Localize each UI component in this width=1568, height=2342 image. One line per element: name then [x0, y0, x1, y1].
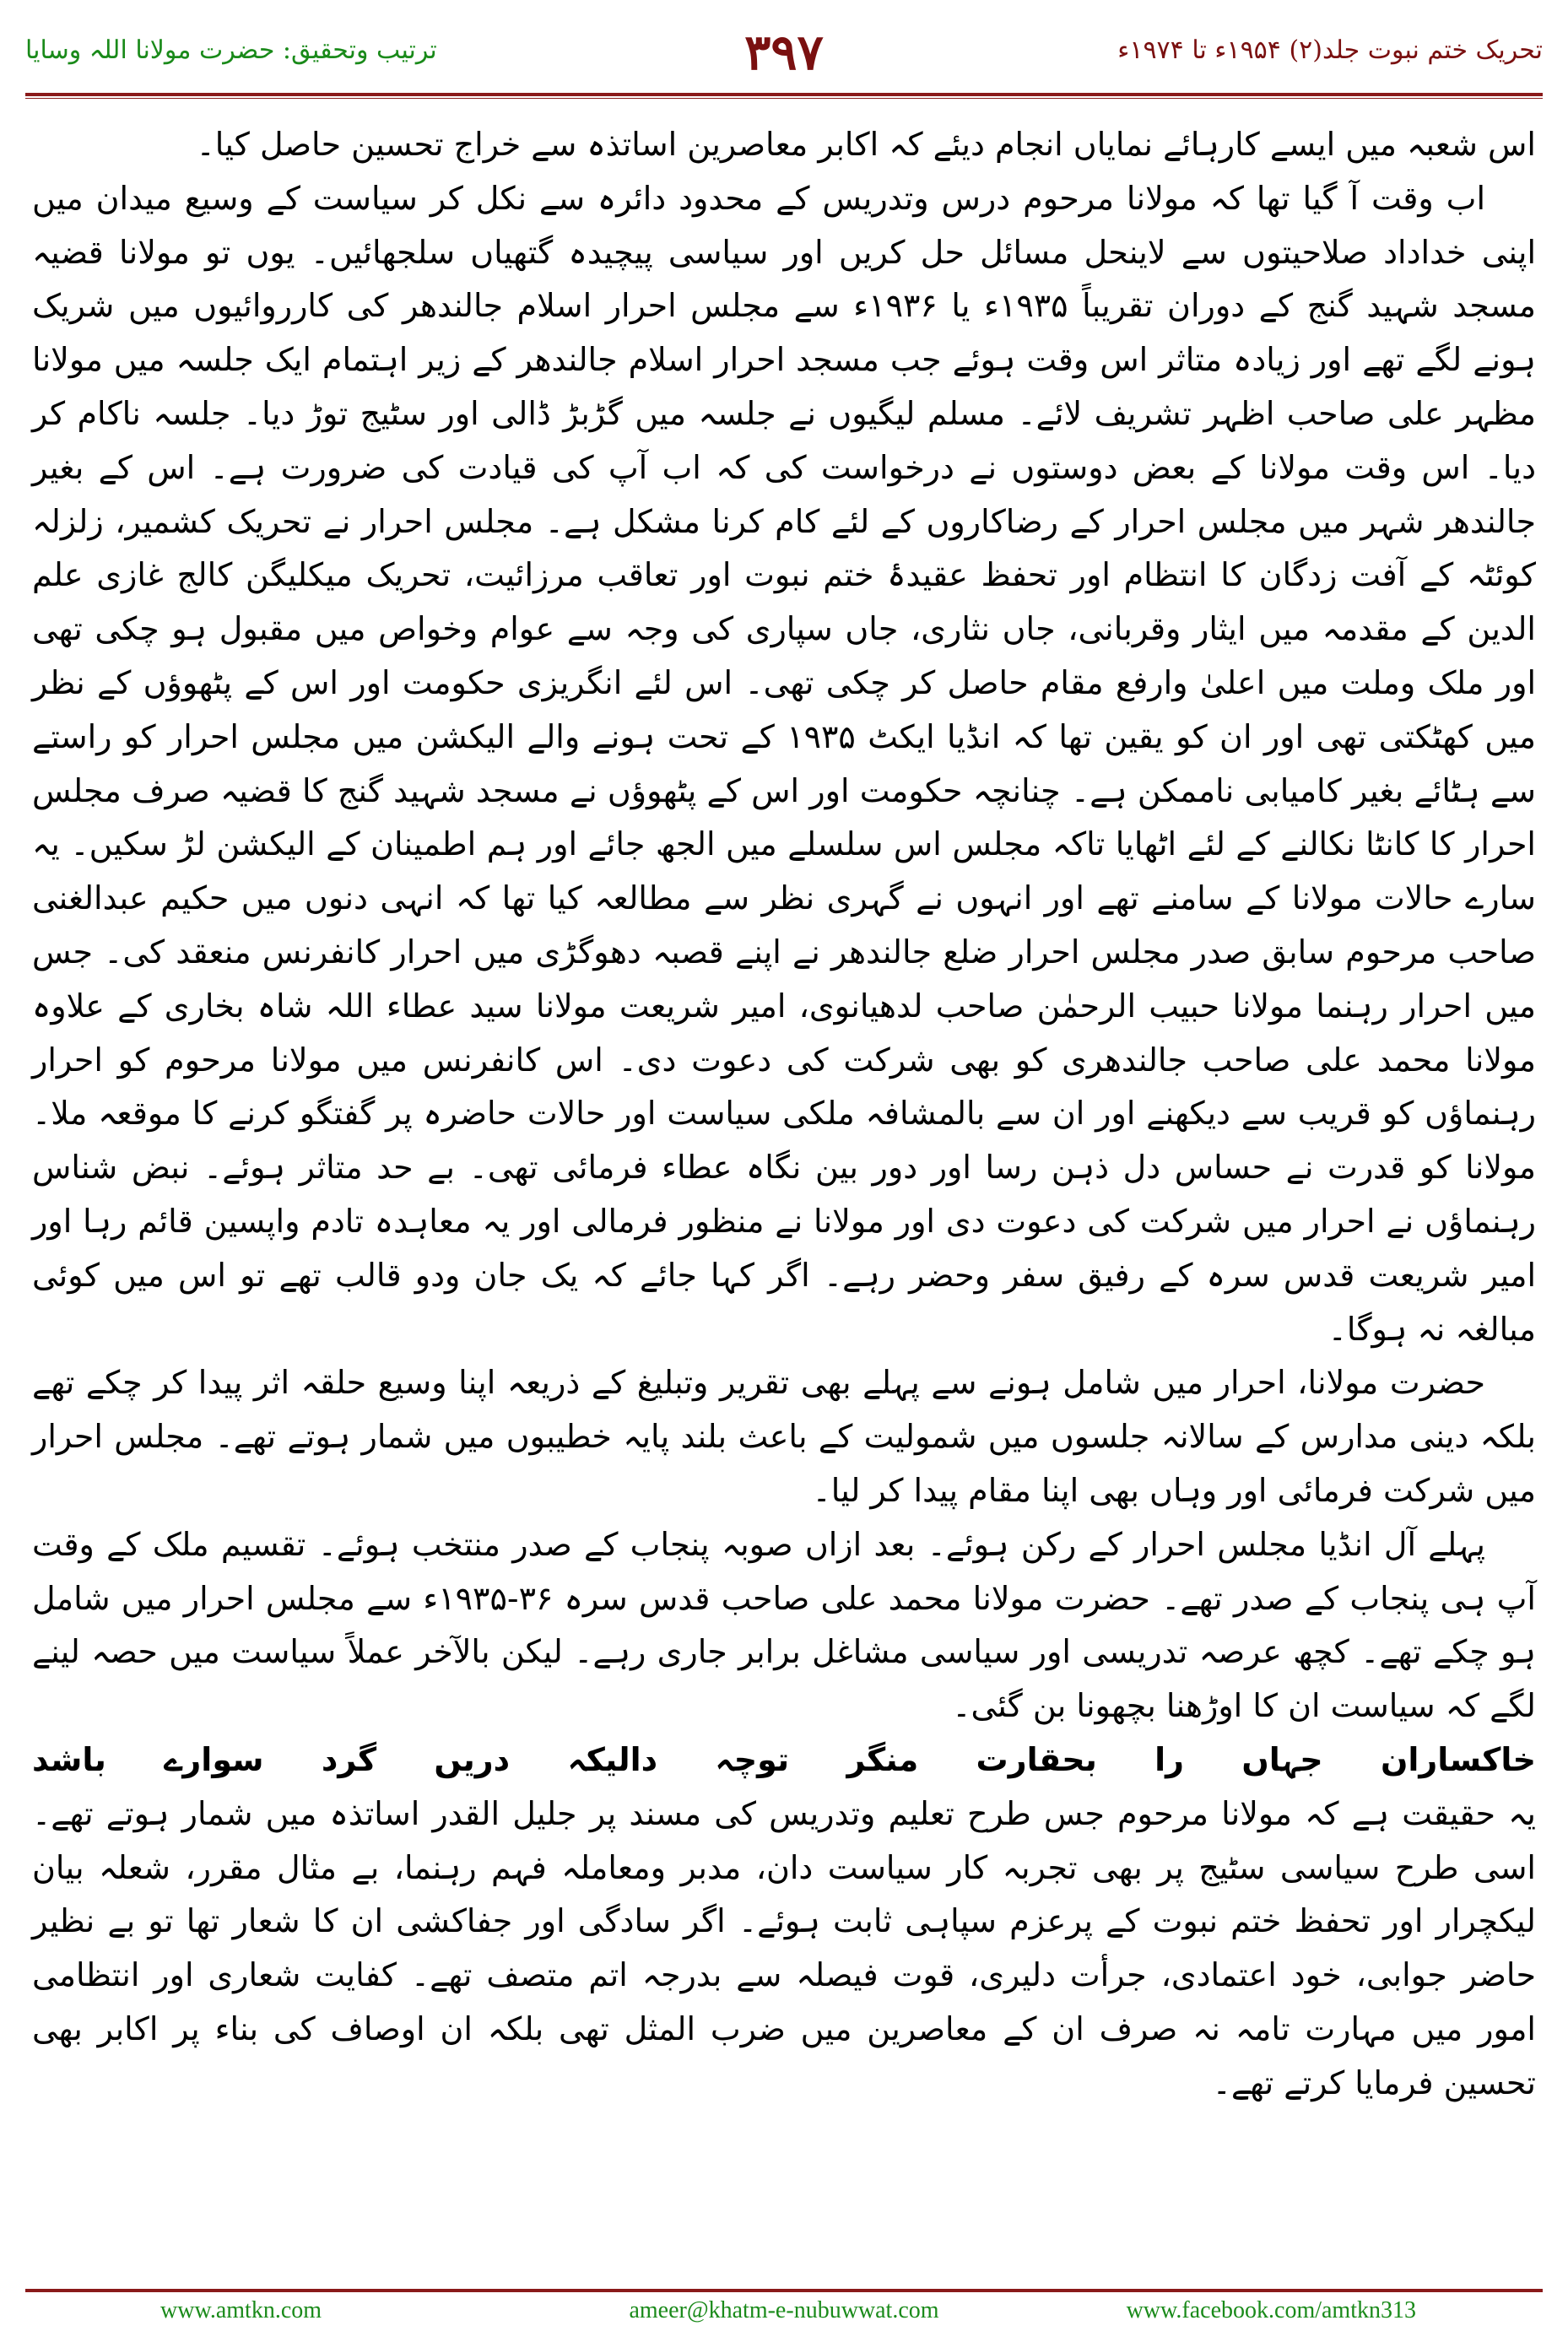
verse-word: خاکساران	[1380, 1740, 1536, 1778]
paragraph-4: پہلے آل انڈیا مجلس احرار کے رکن ہوئے۔ بعد ازاں صوبہ پنجاب کے صدر منتخب ہوئے۔ تقسیم ملک کے وقت آپ ہی پنجاب کے صدر تھے۔ حضرت مولانا محمد علی صاحب قدس سرہ ۳۶-۱۹۳۵ء سے مجلس احرار میں شامل ہو چکے تھے۔ کچھ عرصہ تدریسی اور سیاسی مشاغل برابر جاری رہے۔ لیکن بالآخر عملاً سیاست میں حصہ لینے لگے کہ سیاست ان کا اوڑھنا بچھونا بن گئی۔	[32, 1525, 1536, 1725]
verse-word: گرد	[321, 1740, 377, 1778]
paragraph-1: اس شعبہ میں ایسے کارہائے نمایاں انجام دیئے کہ اکابر معاصرین اساتذہ سے خراج تحسین حاصل کیا۔	[196, 126, 1536, 163]
header-rule	[25, 93, 1543, 96]
compiler-credit: ترتیب وتحقیق: حضرت مولانا اللہ وسایا	[25, 35, 437, 65]
verse-word: دریں	[434, 1740, 511, 1778]
paragraph-2: اب وقت آ گیا تھا کہ مولانا مرحوم درس وتدریس کے محدود دائرہ سے نکل کر سیاست کے وسیع میدان میں اپنی خداداد صلاحیتوں سے لاینحل مسائل حل کریں اور سیاسی پیچیدہ گتھیاں سلجھائیں۔ یوں تو مولانا قضیہ مسجد شہید گنج کے دوران تقریباً ۱۹۳۵ء یا ۱۹۳۶ء سے مجلس احرار اسلام جالندھر کی کارروائیوں میں شریک ہونے لگے تھے اور زیادہ متاثر اس وقت ہوئے جب مسجد احرار اسلام جالندھر کے زیر اہتمام ایک جلسہ میں مولانا مظہر علی صاحب اظہر تشریف لائے۔ مسلم لیگیوں نے جلسہ میں گڑبڑ ڈالی اور سٹیج توڑ دیا۔ جلسہ ناکام کر دیا۔ اس وقت مولانا کے بعض دوستوں نے درخواست کی کہ اب آپ کی قیادت کی ضرورت ہے۔ اس کے بغیر جالندھر شہر میں مجلس احرار کے رضاکاروں کے لئے کام کرنا مشکل ہے۔ مجلس احرار نے تحریک کشمیر، زلزلہ کوئٹہ کے آفت زدگان کا انتظام اور تحفظ عقیدۂ ختم نبوت اور تعاقب مرزائیت، تحریک میکلیگن کالج غازی علم الدین کے مقدمہ میں ایثار وقربانی، جاں نثاری، جاں سپاری کی وجہ سے عوام وخواص میں مقبول ہو چکی تھی اور ملک وملت میں اعلیٰ وارفع مقام حاصل کر چکی تھی۔ اس لئے انگریزی حکومت اور اس کے پٹھوؤں کے نظر میں کھٹکتی تھی اور ان کو یقین تھا کہ انڈیا ایکٹ ۱۹۳۵ کے تحت ہونے والے الیکشن میں مجلس احرار کو راستے سے ہٹائے بغیر کامیابی ناممکن ہے۔ چنانچہ حکومت اور اس کے پٹھوؤں نے مسجد شہید گنج کا قضیہ صرف مجلس احرار کا کانٹا نکالنے کے لئے اٹھایا تاکہ مجلس اس سلسلے میں الجھ جائے اور ہم اطمینان کے الیکشن لڑ سکیں۔ یہ سارے حالات مولانا کے سامنے تھے اور انہوں نے گہری نظر سے مطالعہ کیا تھا کہ انہی دنوں میں حکیم عبدالغنی صاحب مرحوم سابق صدر مجلس احرار ضلع جالندھر نے اپنے قصبہ دھوگڑی میں احرار کانفرنس منعقد کی۔ جس میں احرار رہنما مولانا حبیب الرحمٰن صاحب لدھیانوی، امیر شریعت مولانا سید عطاء اللہ شاہ بخاری کے علاوہ مولانا محمد علی صاحب جالندھری کو بھی شرکت کی دعوت دی۔ اس کانفرنس میں مولانا مرحوم کو احرار رہنماؤں کو قریب سے دیکھنے اور ان سے بالمشافہ ملکی سیاست اور حالات حاضرہ پر گفتگو کرنے کا موقعہ ملا۔ مولانا کو قدرت نے حساس دل ذہن رسا اور دور بین نگاہ عطاء فرمائی تھی۔ بے حد متاثر ہوئے۔ نبض شناس رہنماؤں نے احرار میں شرکت کی دعوت دی اور مولانا نے منظور فرمالی اور یہ معاہدہ تادم واپسین قائم رہا اور امیر شریعت قدس سرہ کے رفیق سفر وحضر رہے۔ اگر کہا جائے کہ یک جان ودو قالب تھے تو اس میں کوئی مبالغہ نہ ہوگا۔	[32, 179, 1537, 1348]
paragraph-3: حضرت مولانا، احرار میں شامل ہونے سے پہلے بھی تقریر وتبلیغ کے ذریعہ اپنا وسیع حلقہ اثر پیدا کر چکے تھے بلکہ دینی مدارس کے سالانہ جلسوں میں شمولیت کے باعث بلند پایہ خطیبوں میں شمار ہوتے تھے۔ مجلس احرار میں شرکت فرمائی اور وہاں بھی اپنا مقام پیدا کر لیا۔	[32, 1364, 1536, 1509]
email-link[interactable]: ameer@khatm-e-nubuwwat.com	[629, 2297, 939, 2323]
verse-word: سوارے	[164, 1740, 264, 1778]
footer-rule	[25, 2289, 1543, 2292]
verse-word: جہاں	[1241, 1740, 1323, 1778]
paragraph-5: یہ حقیقت ہے کہ مولانا مرحوم جس طرح تعلیم وتدریس کی مسند پر جلیل القدر اساتذہ میں شمار ہوتے تھے۔ اسی طرح سیاسی سٹیج پر بھی تجربہ کار سیاست دان، مدبر ومعاملہ فہم رہنما، بے مثال مقرر، شعلہ بیان لیکچرار اور تحفظ ختم نبوت کے پرعزم سپاہی ثابت ہوئے۔ اگر سادگی اور جفاکشی ان کا شعار تھا تو بے نظیر حاضر جوابی، خود اعتمادی، جرأت دلیری، قوت فیصلہ سے بدرجہ اتم متصف تھے۔ کفایت شعاری اور انتظامی امور میں مہارت تامہ نہ صرف ان کے معاصرین میں ضرب المثل تھی بلکہ ان اوصاف کی بناء پر اکابر بھی تحسین فرمایا کرتے تھے۔	[32, 1794, 1536, 2101]
facebook-link[interactable]: www.facebook.com/amtkn313	[1126, 2297, 1416, 2323]
persian-verse	[32, 1734, 1536, 1788]
verse-word: دالیکہ	[567, 1740, 658, 1778]
website-link[interactable]: www.amtkn.com	[160, 2297, 322, 2323]
page-footer	[25, 2297, 1543, 2331]
verse-word: را	[1154, 1740, 1185, 1778]
body-text	[32, 118, 1536, 2110]
verse-word: باشد	[32, 1740, 106, 1778]
verse-word: بحقارت	[976, 1740, 1097, 1778]
book-title: تحریک ختم نبوت جلد(۲) ۱۹۵۴ء تا ۱۹۷۴ء	[1117, 35, 1543, 65]
page-number: ۳۹۷	[744, 24, 824, 81]
verse-word: توچہ	[715, 1740, 790, 1778]
header-rule-thin	[25, 98, 1543, 99]
page-header	[25, 24, 1543, 91]
verse-word: منگر	[846, 1740, 919, 1778]
